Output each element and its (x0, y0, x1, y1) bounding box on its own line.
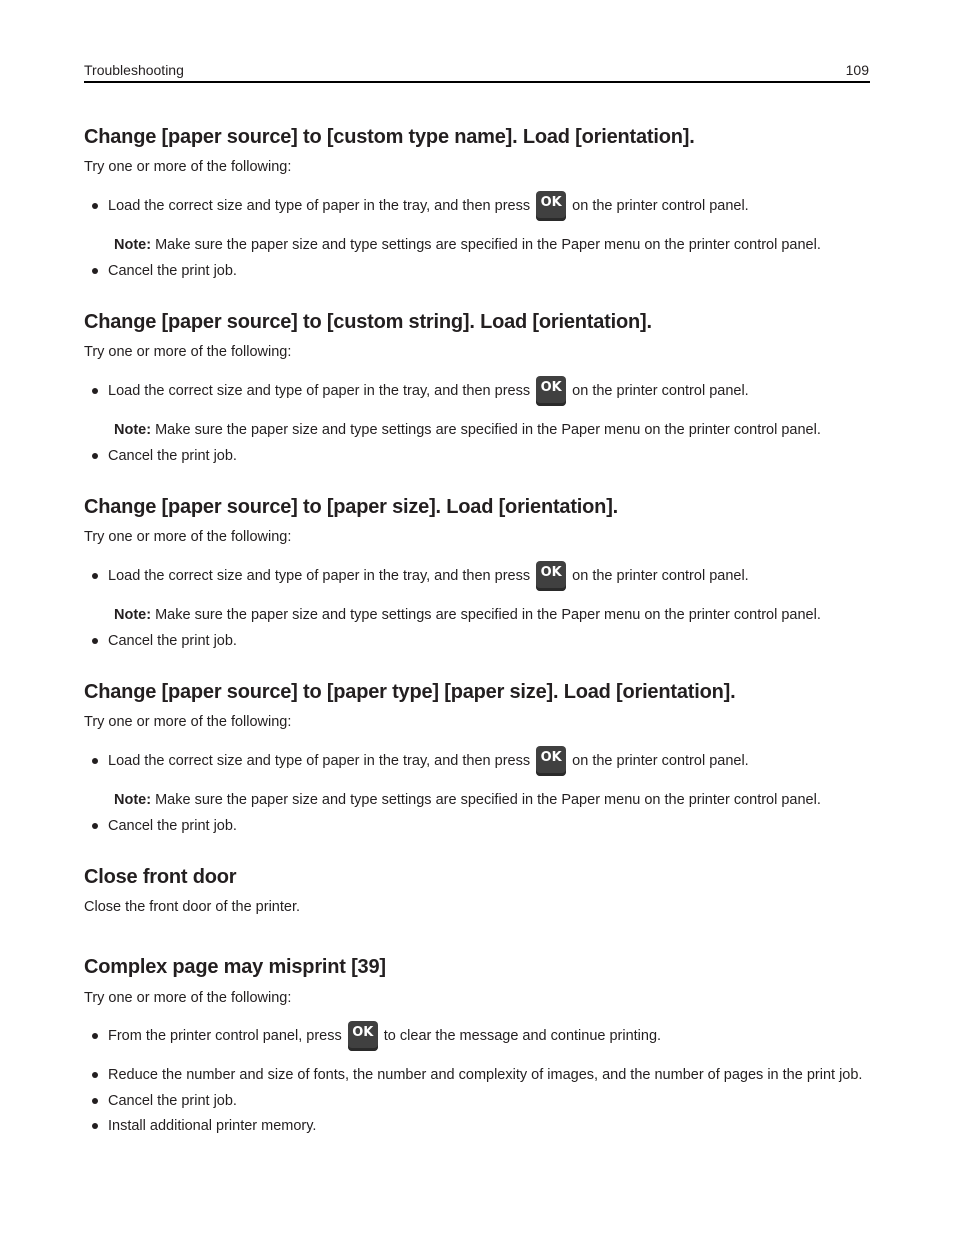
intro-text: Try one or more of the following: (84, 529, 292, 545)
intro-text: Try one or more of the following: (84, 714, 292, 730)
intro-text: Try one or more of the following: (84, 990, 292, 1006)
ok-button-icon: OK (536, 191, 566, 221)
list-item: Cancel the print job. (84, 261, 870, 281)
ok-button-icon: OK (536, 561, 566, 591)
ok-button-icon: OK (536, 746, 566, 776)
section-heading: Change [paper source] to [custom string]. Load [orientation]. (84, 311, 652, 333)
bullet-text: From the printer control panel, press (108, 1028, 342, 1044)
bullet-text: to clear the message and continue printing. (383, 1028, 662, 1044)
note-text: Make sure the paper size and type settings are specified in the Paper menu on the printer control panel. (151, 422, 821, 438)
ok-button-icon: OK (536, 376, 566, 406)
bullet-text: Load the correct size and type of paper in the tray, and then press (108, 568, 531, 584)
section-custom-type-name (84, 124, 870, 281)
bullet-text: on the printer control panel. (572, 198, 749, 214)
bullet-list (84, 631, 870, 651)
note (114, 420, 870, 440)
bullet-list (84, 261, 870, 281)
list-item: Cancel the print job. (84, 1091, 870, 1111)
intro-text: Try one or more of the following: (84, 159, 292, 175)
section-heading: Complex page may misprint [39] (84, 956, 386, 978)
list-item: Install additional printer memory. (84, 1116, 870, 1136)
page-number: 109 (845, 62, 869, 78)
section-heading: Close front door (84, 866, 237, 888)
bullet-text: on the printer control panel. (572, 753, 749, 769)
bullet-list (84, 196, 870, 229)
note-text: Make sure the paper size and type settings are specified in the Paper menu on the printer control panel. (151, 607, 821, 623)
section-paper-size (84, 494, 870, 651)
list-item: Cancel the print job. (84, 816, 870, 836)
list-item (84, 566, 870, 599)
note-label: Note: (114, 422, 152, 438)
section-close-front-door (84, 864, 870, 916)
bullet-text: Load the correct size and type of paper in the tray, and then press (108, 753, 531, 769)
bullet-list (84, 751, 870, 784)
list-item: Reduce the number and size of fonts, the number and complexity of images, and the number of pages in the print job. (84, 1065, 870, 1085)
note-text: Make sure the paper size and type settings are specified in the Paper menu on the printer control panel. (151, 237, 821, 253)
bullet-text: on the printer control panel. (572, 383, 749, 399)
list-item: Cancel the print job. (84, 631, 870, 651)
list-item (84, 1026, 870, 1059)
note-label: Note: (114, 237, 152, 253)
bullet-list (84, 1026, 870, 1136)
body-text: Close the front door of the printer. (84, 899, 301, 915)
ok-button-icon: OK (348, 1021, 378, 1051)
note-label: Note: (114, 792, 152, 808)
list-item (84, 196, 870, 229)
list-item: Cancel the print job. (84, 446, 870, 466)
note-label: Note: (114, 607, 152, 623)
bullet-text: on the printer control panel. (572, 568, 749, 584)
bullet-text: Load the correct size and type of paper in the tray, and then press (108, 198, 531, 214)
bullet-list (84, 381, 870, 414)
section-paper-type-size (84, 679, 870, 836)
bullet-text: Load the correct size and type of paper in the tray, and then press (108, 383, 531, 399)
list-item (84, 751, 870, 784)
bullet-list (84, 816, 870, 836)
note (114, 605, 870, 625)
note-text: Make sure the paper size and type settings are specified in the Paper menu on the printer control panel. (151, 792, 821, 808)
list-item (84, 381, 870, 414)
section-complex-page (84, 954, 870, 1136)
section-name: Troubleshooting (84, 62, 184, 78)
note (114, 790, 870, 810)
section-custom-string (84, 309, 870, 466)
section-heading: Change [paper source] to [paper type] [paper size]. Load [orientation]. (84, 681, 736, 703)
section-heading: Change [paper source] to [paper size]. Load [orientation]. (84, 496, 619, 518)
bullet-list (84, 446, 870, 466)
running-header (84, 61, 870, 83)
bullet-list (84, 566, 870, 599)
note (114, 235, 870, 255)
intro-text: Try one or more of the following: (84, 344, 292, 360)
section-heading: Change [paper source] to [custom type name]. Load [orientation]. (84, 126, 695, 148)
